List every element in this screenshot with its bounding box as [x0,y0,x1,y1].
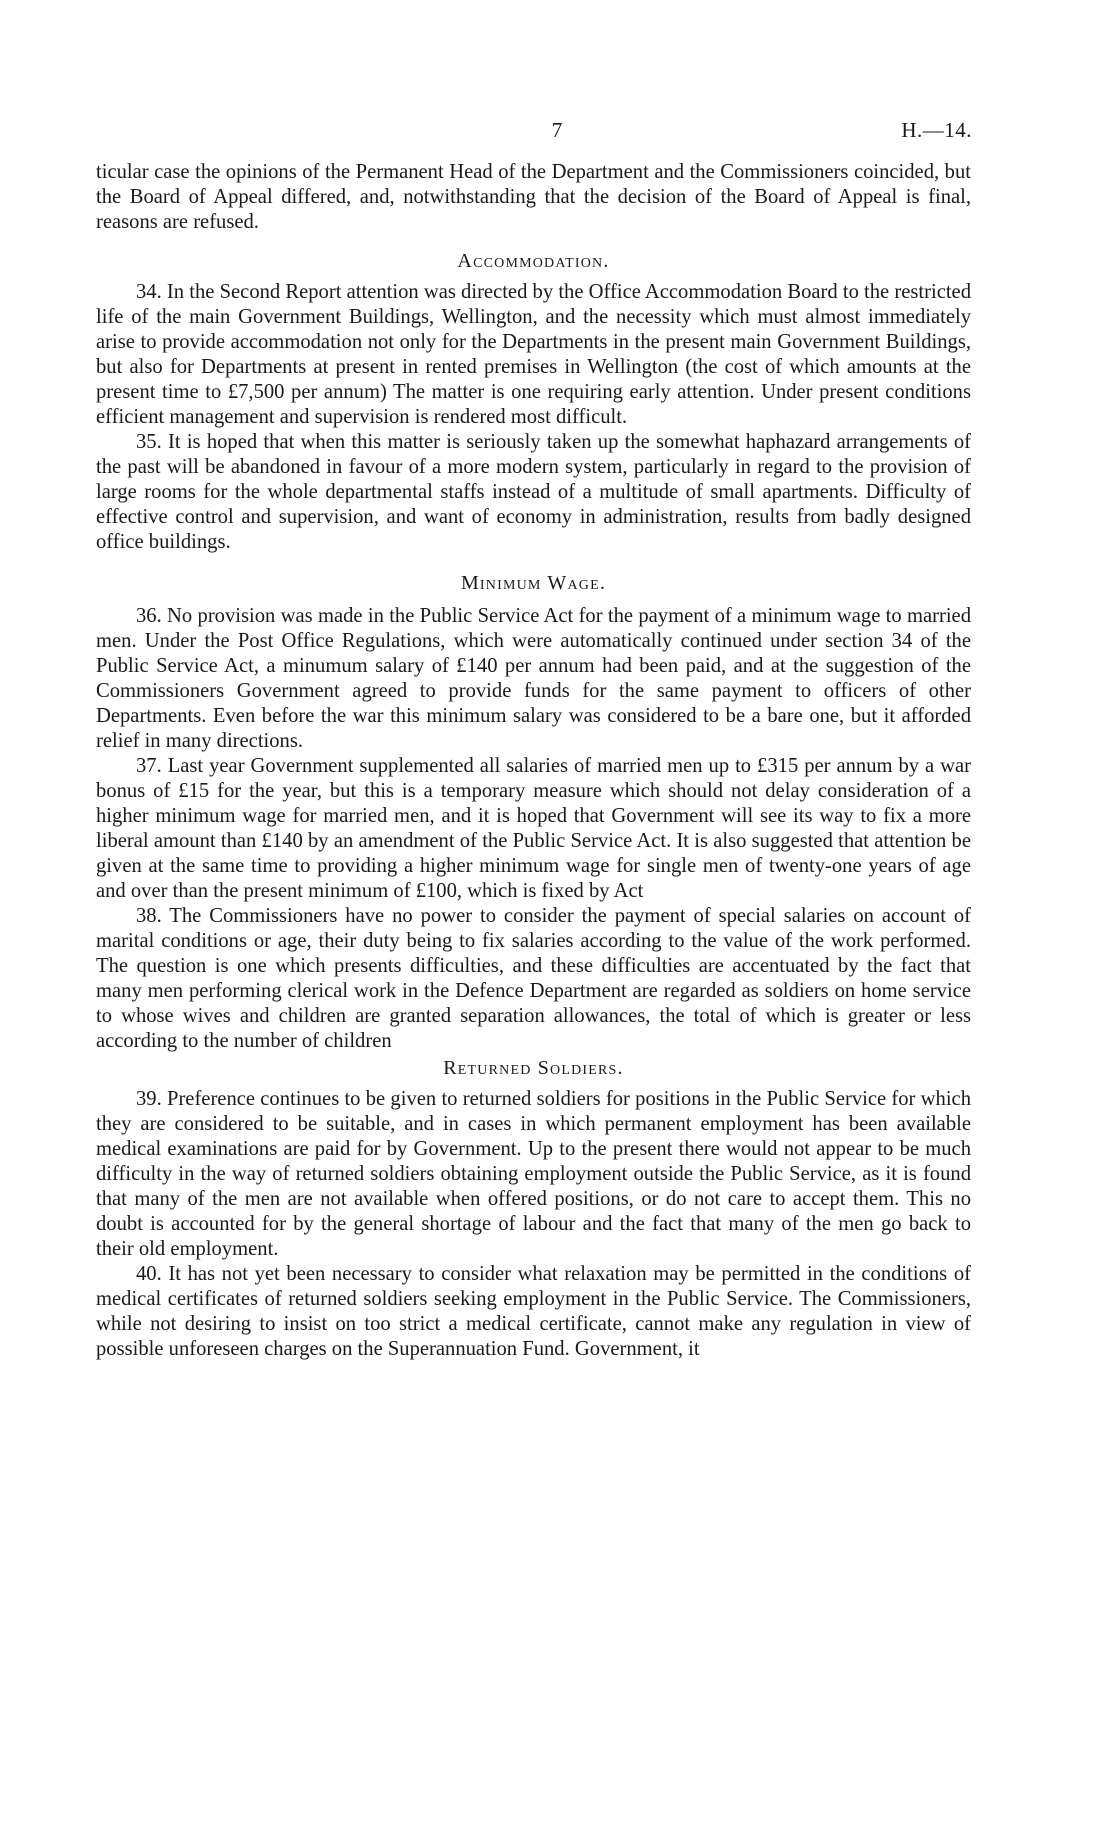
page-number: 7 [551,118,563,142]
paragraph-continuation: ticular case the opinions of the Permanent Head of the Department and the Commissioners coincided, but the Board of Appeal differed, and, notwithstanding that the decision of the Board of Appeal is final, reasons are refused. [96,161,971,233]
page-header [0,118,1114,144]
section-heading-accommodation: Accommodation. [457,250,610,272]
paragraph-34: 34. In the Second Report attention was directed by the Office Accommodation Board to the restricted life of the main Government Buildings, Wellington, and the necessity which must almost immediately arise to provide accommodation not only for the Departments in the present main Government Buildings, but also for Departments at present in rented premises in Wellington (the cost of which amounts at the present time to £7,500 per annum) The matter is one requiring early attention. Under present conditions efficient management and supervision is rendered most difficult. [96,281,971,428]
paragraph-35: 35. It is hoped that when this matter is seriously taken up the somewhat haphazard arrangements of the past will be abandoned in favour of a more modern system, particularly in regard to the provision of large rooms for the whole departmental staffs instead of a multitude of small apartments. Difficulty of effective control and supervision, and want of economy in administration, results from badly designed office buildings. [96,431,971,553]
body-text [96,160,971,1362]
section-heading-returned-soldiers: Returned Soldiers. [443,1057,624,1079]
section-heading-minimum-wage: Minimum Wage. [460,572,607,594]
paragraph-38: 38. The Commissioners have no power to consider the payment of special salaries on account of marital conditions or age, their duty being to fix salaries according to the value of the work performed. The question is one which presents difficulties, and these difficulties are accentuated by the fact that many men performing clerical work in the Defence Department are regarded as soldiers on home service to whose wives and children are granted separation allowances, the total of which is greater or less according to the number of children [96,905,971,1052]
document-reference: H.—14. [901,118,972,142]
paragraph-40: 40. It has not yet been necessary to consider what relaxation may be permitted in the conditions of medical certificates of returned soldiers seeking employment in the Public Service. The Commissioners, while not desiring to insist on too strict a medical certificate, cannot make any regulation in view of possible unforeseen charges on the Superannuation Fund. Government, it [96,1263,971,1360]
paragraph-37: 37. Last year Government supplemented all salaries of married men up to £315 per annum by a war bonus of £15 for the year, but this is a temporary measure which should not delay consideration of a higher minimum wage for married men, and it is hoped that Government will see its way to fix a more liberal amount than £140 by an amendment of the Public Service Act. It is also suggested that attention be given at the same time to providing a higher minimum wage for single men of twenty-one years of age and over than the present minimum of £100, which is fixed by Act [96,755,971,902]
paragraph-36: 36. No provision was made in the Public Service Act for the payment of a minimum wage to married men. Under the Post Office Regulations, which were automatically continued under section 34 of the Public Service Act, a minumum salary of £140 per annum had been paid, and at the suggestion of the Commissioners Government agreed to provide funds for the same payment to officers of other Departments. Even before the war this minimum salary was considered to be a bare one, but it afforded relief in many directions. [96,605,971,752]
paragraph-39: 39. Preference continues to be given to returned soldiers for positions in the Public Service for which they are considered to be suitable, and in cases in which permanent employment has been available medical examinations are paid for by Government. Up to the present there would not appear to be much difficulty in the way of returned soldiers obtaining employment outside the Public Service, as it is found that many of the men are not available when offered positions, or do not care to accept them. This no doubt is accounted for by the general shortage of labour and the fact that many of the men go back to their old employment. [96,1088,971,1260]
